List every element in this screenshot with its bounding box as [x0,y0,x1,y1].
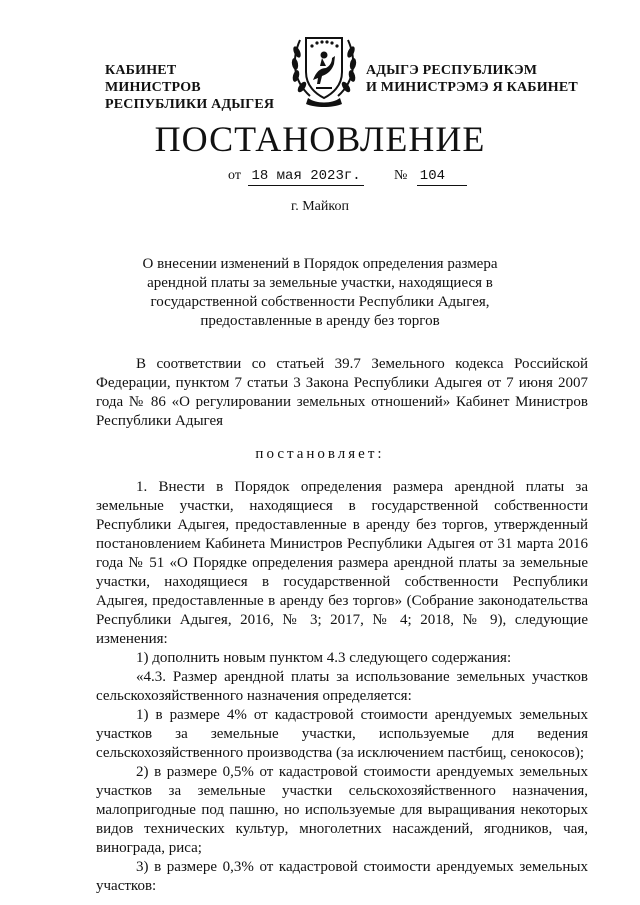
coat-of-arms-emblem-icon [286,28,362,108]
date-value: 18 мая 2023г. [248,167,364,186]
date-label: от [228,168,241,183]
body-paragraph: 1) дополнить новым пунктом 4.3 следующего содержания: [136,650,512,666]
document-title: ПОСТАНОВЛЕНИЕ [154,119,486,159]
body-paragraph: 1. Внести в Порядок определения размера арендной платы за земельные участки, находящиеся в государственной собственности Республики Адыгея, предоставленные в аренду без торгов, утвержденный постановлением Кабинета Министров Республики Адыгея от 31 марта 2016 года № 51 «О Порядке определения размера арендной платы за земельные участки, находящиеся в государственной собственности Республики Адыгея, предоставленные в аренду без торгов» (Собрание законодательства Республики Адыгея, 2016, № 3; 2017, № 4; 2018, № 9), следующие изменения: [96,479,588,647]
preamble [96,355,588,431]
body-paragraph: 3) в размере 0,3% от кадастровой стоимости арендуемых земельных участков: [96,859,588,894]
issuer-name-line-1: АДЫГЭ РЕСПУБЛИКЭМ [366,63,538,78]
body-paragraph: «4.3. Размер арендной платы за использование земельных участков сельскохозяйственного назначения определяется: [96,669,588,704]
body-paragraph: 2) в размере 0,5% от кадастровой стоимости арендуемых земельных участков за земельные участки сельскохозяйственного назначения, малопригодные под пашню, но используемые для выращивания некоторых видов технических культур, многолетних насаждений, ягодников, чая, винограда, риса; [96,764,588,856]
body-paragraph: 1) в размере 4% от кадастровой стоимости арендуемых земельных участков за земельные участки, используемые для ведения сельскохозяйственного производства (за исключением пастбищ, сенокосов); [96,707,588,761]
issuer-name-line-2: РЕСПУБЛИКИ АДЫГЕЯ [105,97,275,112]
date-number-line [228,167,467,186]
city-name: г. Майкоп [291,199,349,214]
issuer-name-line-2: И МИНИСТРЭМЭ Я КАБИНЕТ [366,80,578,95]
issuer-name-line-1: КАБИНЕТ МИНИСТРОВ [105,63,201,95]
number-label: № [393,168,408,183]
issuer-name-russian [105,62,275,113]
issuer-name-adyghe [366,62,596,96]
document-subject: О внесении изменений в Порядок определения размера арендной платы за земельные участки, находящиеся в государственной собственности Республики Адыгея, предоставленные в аренду без торгов [142,256,498,329]
preamble-text: В соответствии со статьей 39.7 Земельного кодекса Российской Федерации, пунктом 7 статьи 3 Закона Республики Адыгея от 7 июня 2007 года № 86 «О регулировании земельных отношений» Кабинет Министров Республики Адыгея [96,356,588,429]
document-body [96,478,588,896]
number-value: 104 [417,167,467,186]
resolves-heading: постановляет: [255,446,385,462]
